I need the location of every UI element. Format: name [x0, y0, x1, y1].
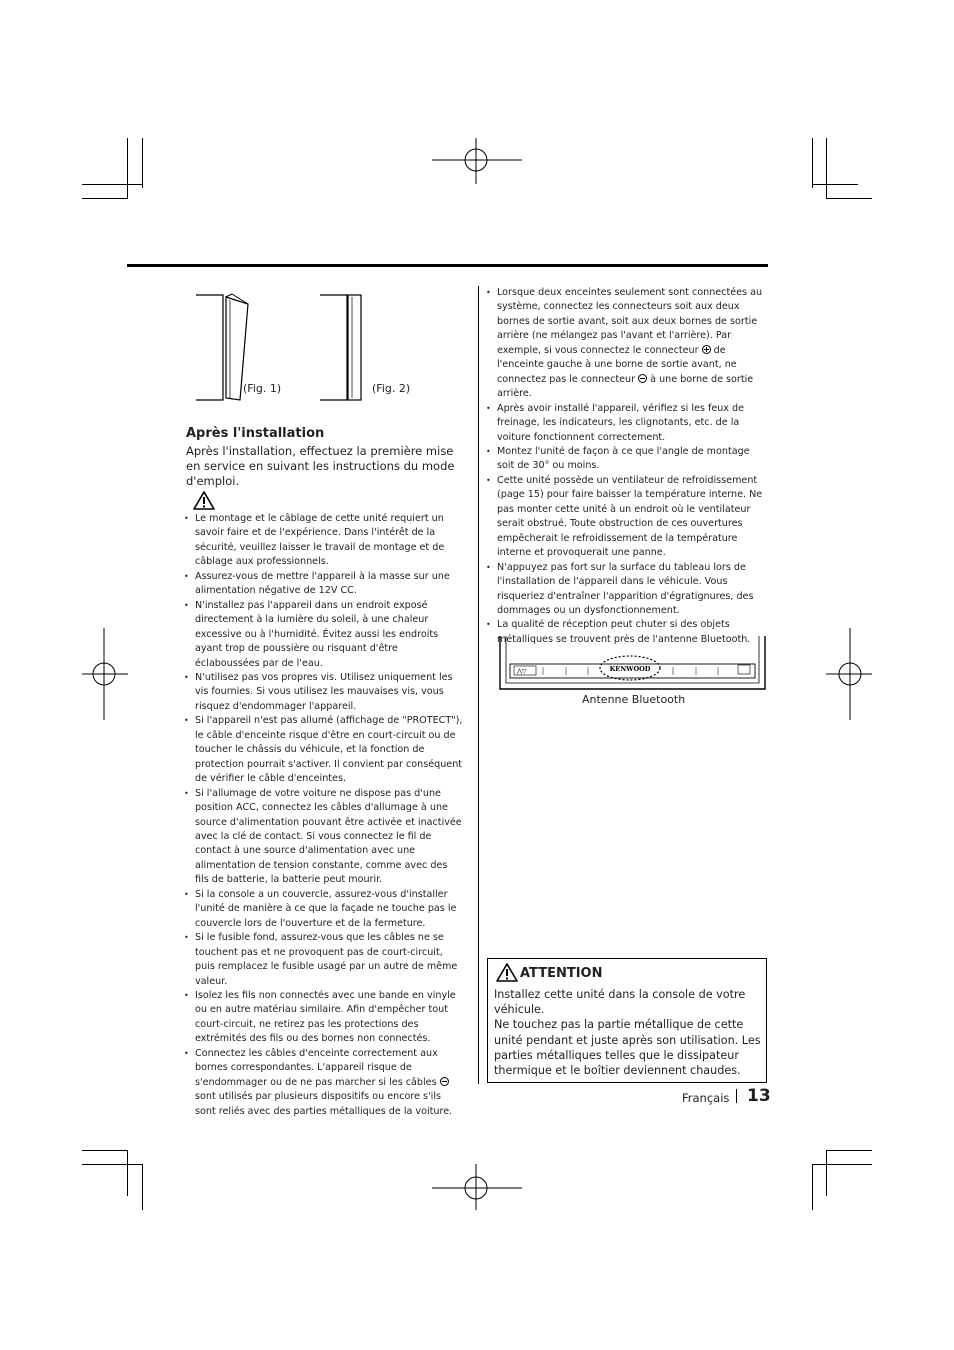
- figure-2-illustration: [318, 292, 368, 404]
- attention-title: ATTENTION: [520, 966, 603, 981]
- warning-triangle-icon: [193, 491, 215, 510]
- attention-text: [494, 987, 762, 1078]
- list-item-text: de l'enceinte gauche à une borne de sortie avant, ne connectez pas le connecteur: [497, 344, 737, 385]
- device-panel-illustration: [498, 634, 768, 692]
- list-item: • Après avoir installé l'appareil, vérifiez si les feux de freinage, les indicateurs, les clignotants, etc. de la voiture fonctionnent correctement.: [487, 402, 769, 445]
- plus-terminal-icon: [702, 345, 711, 354]
- attention-paragraph: Ne touchez pas la partie métallique de cette unité pendant et juste après son utilisation. Les parties métalliques telles que le dissipateur thermique et le boîtier deviennent chaudes.: [494, 1018, 761, 1078]
- right-bullet-list: [487, 286, 769, 647]
- attention-box: [487, 958, 767, 1083]
- list-item-text: Lorsque deux enceintes seulement sont connectées au système, connectez les connecteurs soit aux deux bornes de sortie avant, soit aux deux bornes de sortie arrière (ne mélangez pas l'avant et l'arrière). Par exemple, si vous connectez le connecteur: [497, 287, 763, 356]
- list-item: • N'utilisez pas vos propres vis. Utilisez uniquement les vis fournies. Si vous utilisez les mauvaises vis, vous risquez d'endommager l'appareil.: [185, 671, 464, 714]
- footer-language: Français: [682, 1091, 730, 1105]
- list-item-text: Connectez les câbles d'enceinte correctement aux bornes correspondantes. L'appareil risque de s'endommager ou de ne pas marcher si les câbles: [195, 1047, 438, 1088]
- list-item-text: sont utilisés par plusieurs dispositifs ou encore s'ils sont reliés avec des parties métalliques de la voiture.: [195, 1091, 453, 1117]
- list-item: • Assurez-vous de mettre l'appareil à la masse sur une alimentation négative de 12V CC.: [185, 570, 464, 599]
- figure-2-label: (Fig. 2): [372, 382, 411, 395]
- left-bullet-list: [185, 512, 464, 1119]
- list-item: • Si le fusible fond, assurez-vous que les câbles ne se touchent pas et ne provoquent pas de court-circuit, puis remplacez le fusible usagé par un autre de même valeur.: [185, 931, 464, 989]
- list-item: • Isolez les fils non connectés avec une bande en vinyle ou en autre matériau similaire. Afin d'empêcher tout court-circuit, ne retirez pas les protections des extrémités des fils ou des bornes non connectés.: [185, 989, 464, 1047]
- antenna-label: Antenne Bluetooth: [582, 693, 686, 706]
- column-separator: [478, 286, 479, 1084]
- list-item: • Cette unité possède un ventilateur de refroidissement (page 15) pour faire baisser la température interne. Ne pas monter cette unité à un endroit où le ventilateur serait obstrué. Toute obstruction de ces ouvertures empêcherait le refroidissement de la température interne et provoquerait une panne.: [487, 474, 769, 561]
- attention-paragraph: Installez cette unité dans la console de votre véhicule.: [494, 988, 746, 1017]
- list-item: • La qualité de réception peut chuter si des objets métalliques se trouvent près de l'antenne Bluetooth.: [487, 618, 769, 647]
- list-item: • N'installez pas l'appareil dans un endroit exposé directement à la lumière du soleil, à une chaleur excessive ou à l'humidité. Évitez aussi les endroits ayant trop de poussière ou risquant d'être éclaboussées par de l'eau.: [185, 599, 464, 671]
- registration-mark-right: [826, 628, 872, 720]
- list-item: [487, 286, 769, 402]
- svg-text:⋀▽: ⋀▽: [517, 668, 527, 675]
- minus-terminal-icon: [638, 374, 647, 383]
- list-item: • N'appuyez pas fort sur la surface du tableau lors de l'installation de l'appareil dans le véhicule. Vous risqueriez d'entraîner l'apparition d'égratignures, des dommages ou un dysfonctionnement.: [487, 561, 769, 619]
- section-title: Après l'installation: [186, 426, 325, 441]
- list-item: • Le montage et le câblage de cette unité requiert un savoir faire et de l'expérience. Dans l'intérêt de la sécurité, veuillez laisser le travail de montage et de câblage aux professionnels.: [185, 512, 464, 570]
- list-item-text: à une borne de sortie arrière.: [497, 373, 754, 400]
- section-intro: Après l'installation, effectuez la première mise en service en suivant les instructions du mode d'emploi.: [186, 444, 455, 488]
- footer-divider: [736, 1089, 737, 1103]
- page-number: 13: [747, 1086, 771, 1106]
- list-item: [185, 1047, 464, 1119]
- registration-mark-top: [432, 138, 522, 184]
- header-rule: [127, 264, 768, 267]
- brand-logo: KENWOOD: [609, 665, 651, 673]
- list-item: • Montez l'unité de façon à ce que l'angle de montage soit de 30° ou moins.: [487, 445, 769, 474]
- list-item: • Si l'allumage de votre voiture ne dispose pas d'une position ACC, connectez les câbles d'allumage à une source d'alimentation pouvant être activée et inactivée avec la clé de contact. Si vous connectez le fil de contact à une source d'alimentation avec une alimentation de tension constante, comme avec des fils de batterie, la batterie peut mourir.: [185, 787, 464, 888]
- figure-1-label: (Fig. 1): [243, 382, 282, 395]
- minus-terminal-icon: [440, 1077, 449, 1086]
- list-item: • Si la console a un couvercle, assurez-vous d'installer l'unité de manière à ce que la façade ne touche pas le couvercle lors de l'ouverture et de la fermeture.: [185, 888, 464, 931]
- registration-mark-bottom: [432, 1164, 522, 1210]
- list-item: • Si l'appareil n'est pas allumé (affichage de "PROTECT"), le câble d'enceinte risque d'être en court-circuit ou de toucher le châssis du véhicule, et la fonction de protection pourrait s'activer. Il convient par conséquent de vérifier le câble d'enceintes.: [185, 714, 464, 786]
- warning-triangle-icon: [496, 963, 518, 982]
- registration-mark-left: [82, 628, 128, 720]
